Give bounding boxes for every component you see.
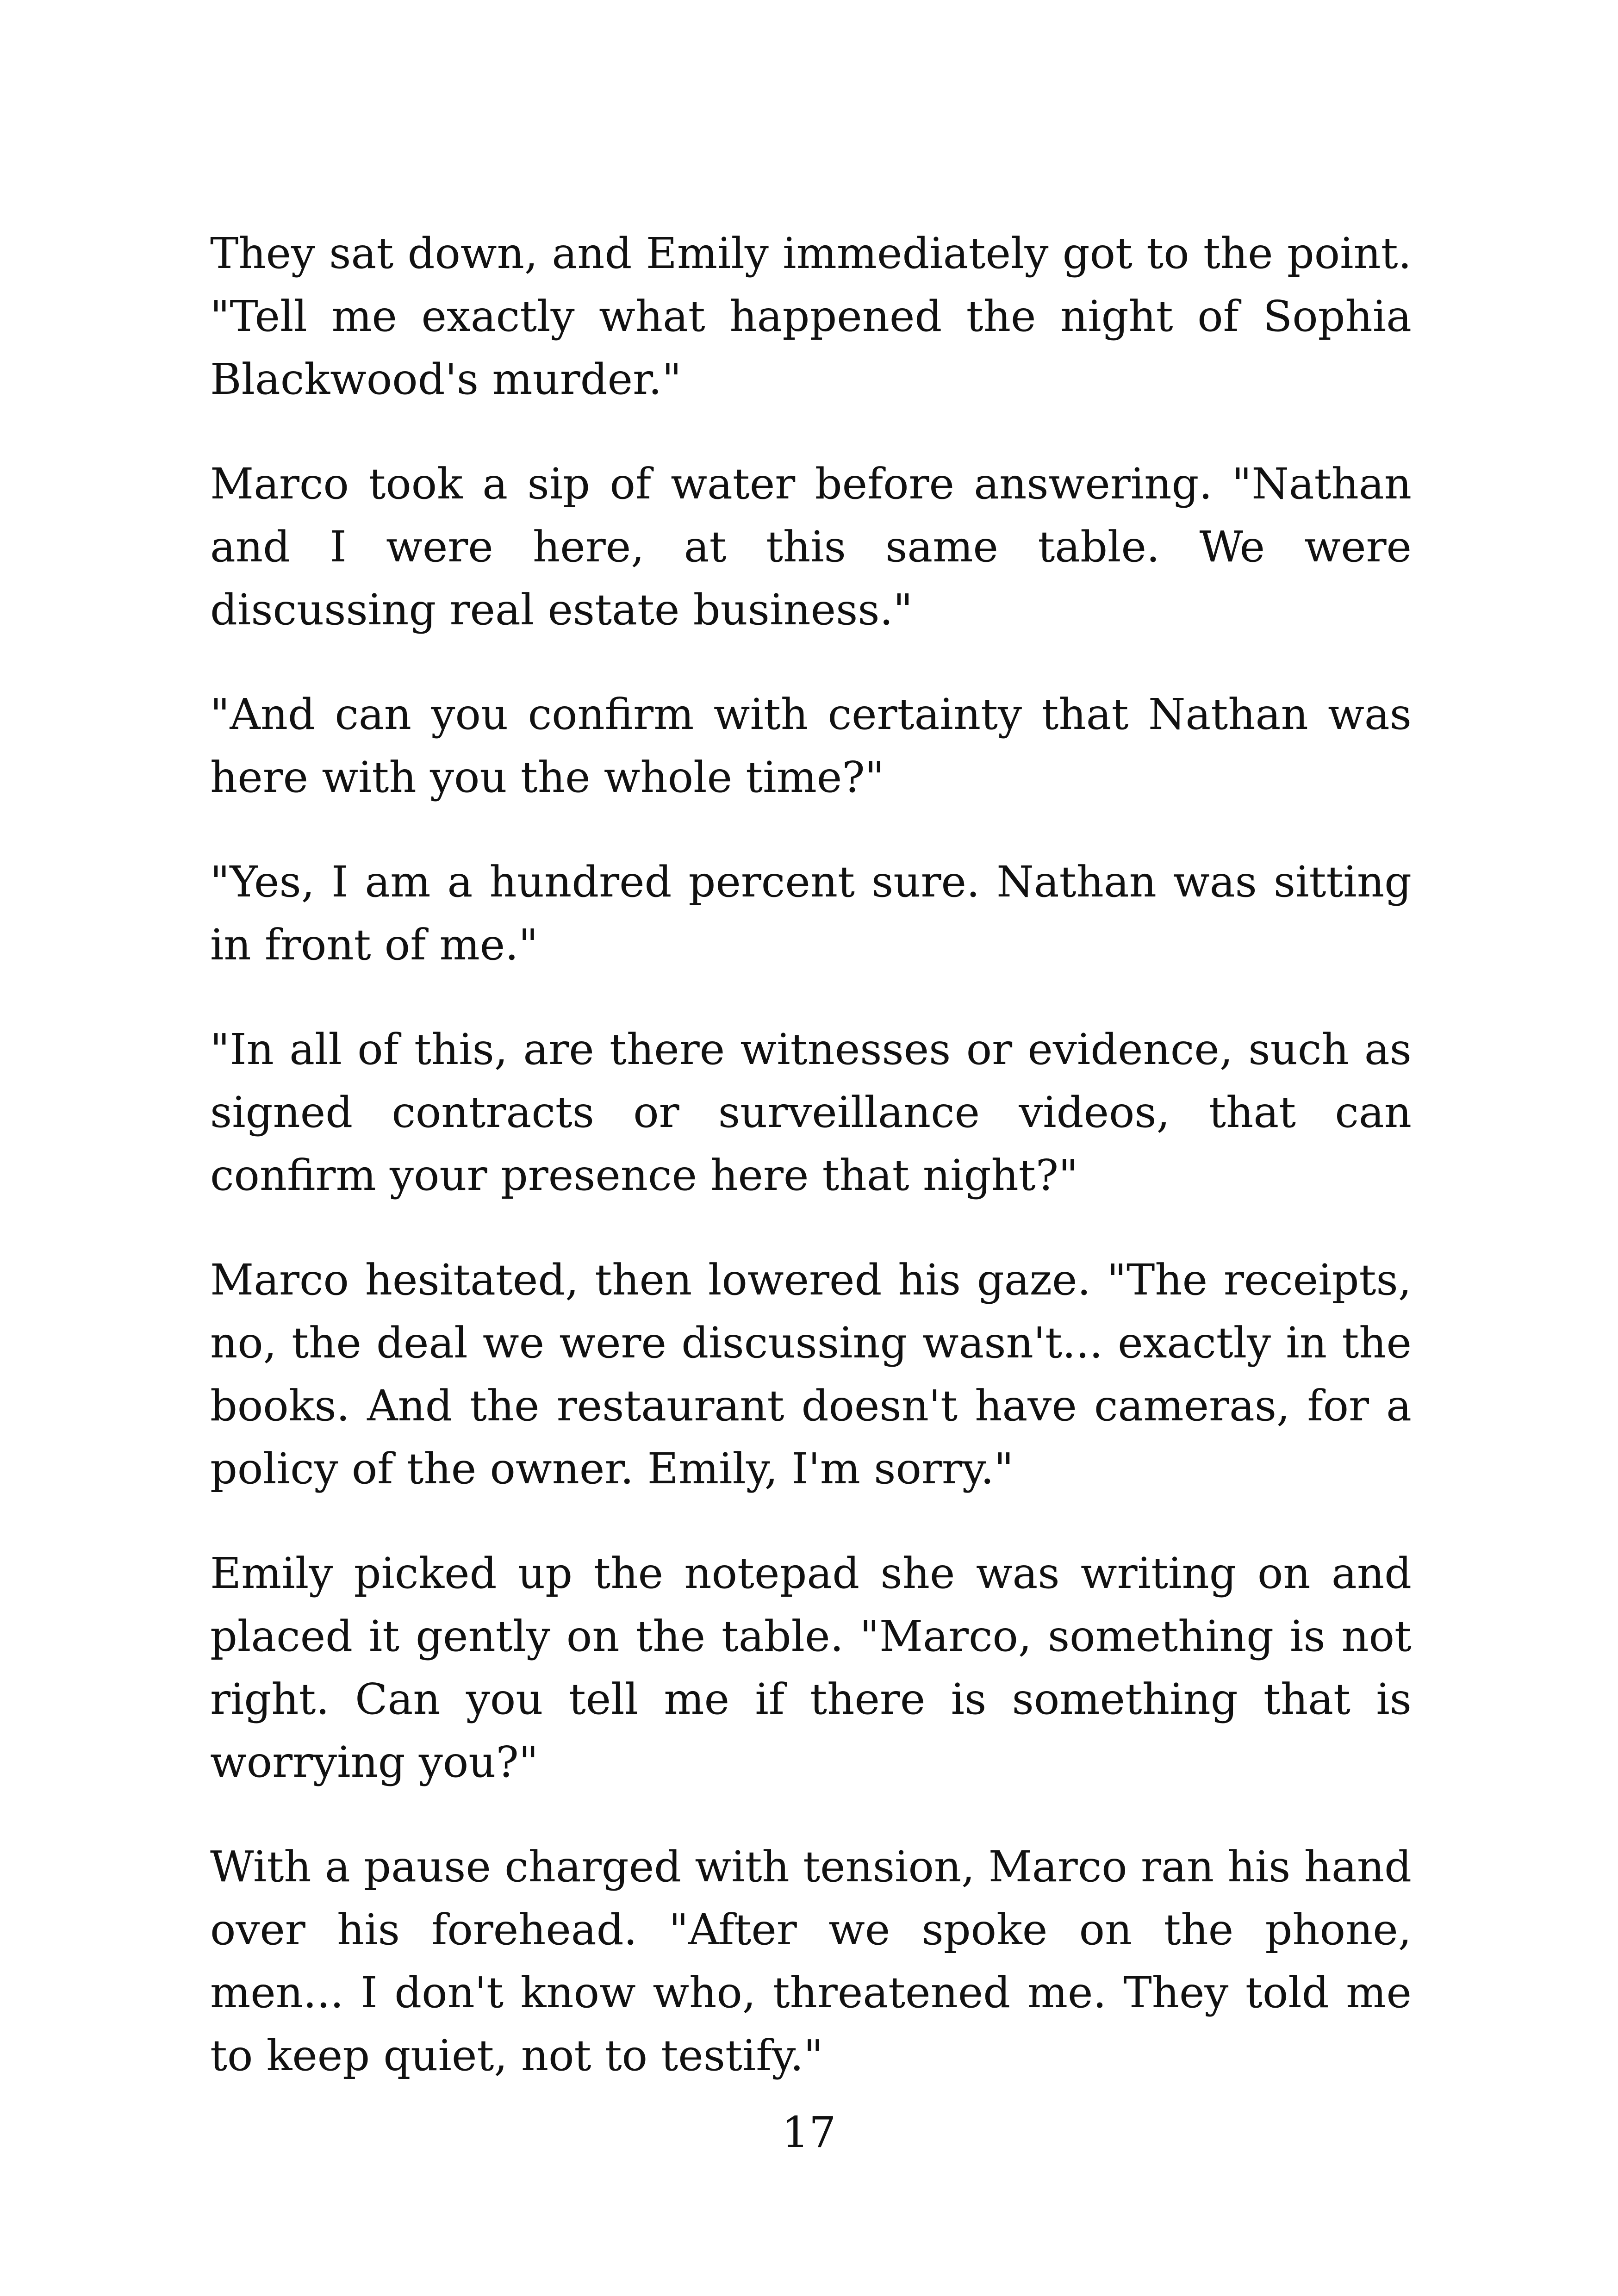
body-text <box>210 222 1412 2129</box>
page-number: 17 <box>782 2108 836 2157</box>
paragraph-1: They sat down, and Emily immediately got to the point. "Tell me exactly what happened the night of Sophia Blackwood's murder." <box>210 229 1412 404</box>
paragraph-8: With a pause charged with tension, Marco ran his hand over his forehead. "After we spoke on the phone, men... I don't know who, threatened me. They told me to keep quiet, not to testify." <box>210 1842 1412 2080</box>
paragraph-2: Marco took a sip of water before answering. "Nathan and I were here, at this same table. We were discussing real estate business." <box>210 459 1412 635</box>
paragraph-3: "And can you confirm with certainty that Nathan was here with you the whole time?" <box>210 690 1412 802</box>
paragraph-6: Marco hesitated, then lowered his gaze. "The receipts, no, the deal we were discussing wasn't... exactly in the books. And the restaurant doesn't have cameras, for a policy of the owner. Emily, I'm sorry." <box>210 1255 1412 1493</box>
paragraph-5: "In all of this, are there witnesses or evidence, such as signed contracts or surveillance videos, that can confirm your presence here that night?" <box>210 1025 1412 1200</box>
paragraph-4: "Yes, I am a hundred percent sure. Nathan was sitting in front of me." <box>210 857 1412 970</box>
paragraph-7: Emily picked up the notepad she was writing on and placed it gently on the table. "Marco, something is not right. Can you tell me if there is something that is worrying you?" <box>210 1549 1412 1787</box>
